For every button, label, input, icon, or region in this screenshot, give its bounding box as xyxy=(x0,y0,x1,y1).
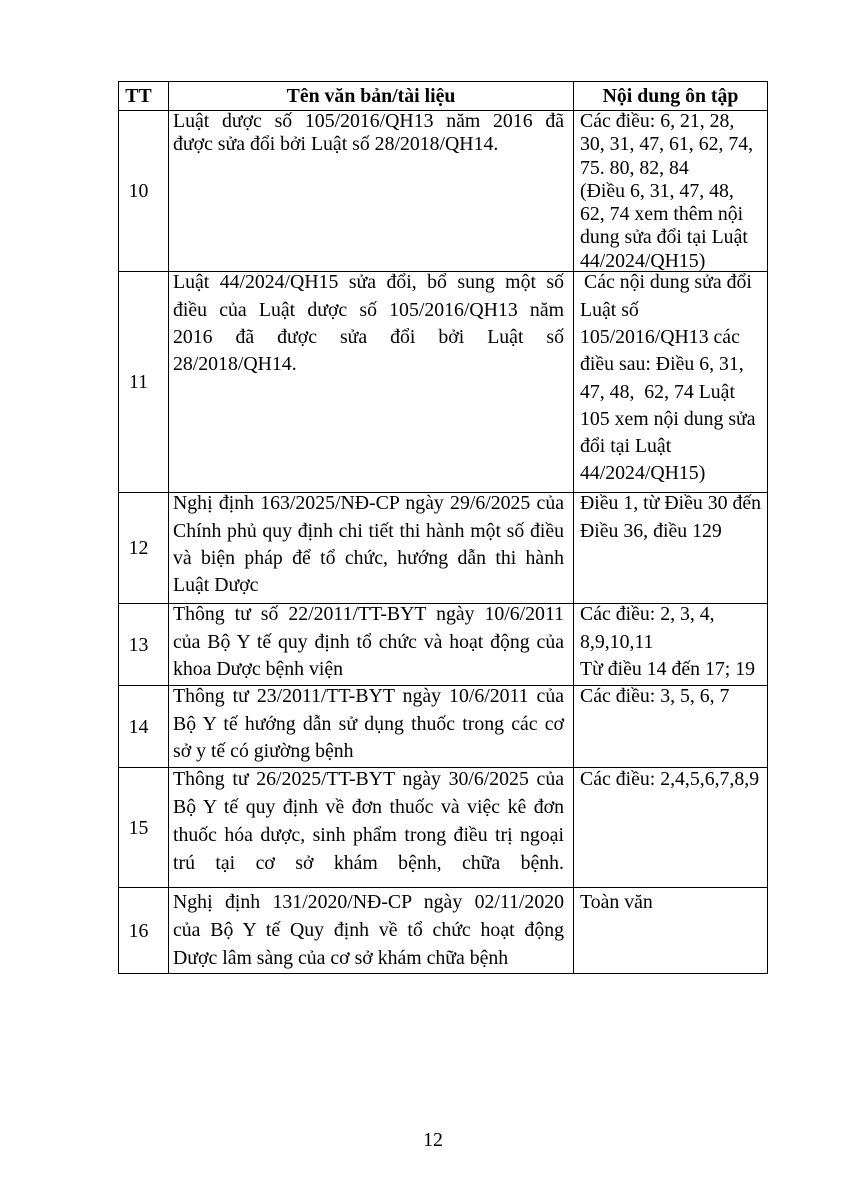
header-tt: TT xyxy=(119,82,169,111)
review-content-cell xyxy=(574,493,768,604)
review-content-line: 105 xem nội dung sửa xyxy=(580,407,756,430)
row-number: 15 xyxy=(119,768,169,888)
document-name-line: và biện pháp để tổ chức, hướng dẫn thi hành xyxy=(173,546,564,569)
review-content-cell xyxy=(574,888,768,974)
document-name-line: Bộ Y tế quy định về đơn thuốc và việc kê đơn xyxy=(173,796,564,818)
review-content-line: 44/2024/QH15) xyxy=(580,249,706,272)
review-content-line: 47, 48, 62, 74 Luật xyxy=(580,380,735,403)
document-name-line: Nghị định 131/2020/NĐ-CP ngày 02/11/2020 xyxy=(173,891,564,913)
row-number: 13 xyxy=(119,604,169,686)
document-name-line: khoa Dược bệnh viện xyxy=(173,657,344,680)
review-content-line: (Điều 6, 31, 47, 48, xyxy=(580,179,734,202)
document-name-line: của Bộ Y tế quy định tổ chức và hoạt động của xyxy=(173,630,564,653)
document-name-line: Thông tư số 22/2011/TT-BYT ngày 10/6/2011 xyxy=(173,603,564,626)
document-name-line: thuốc hóa dược, sinh phẩm trong điều trị ngoại xyxy=(173,824,564,846)
review-content-line: Các điều: 3, 5, 6, 7 xyxy=(580,685,730,708)
review-content-cell xyxy=(574,272,768,493)
review-content-line: Các điều: 2, 3, 4, xyxy=(580,603,715,626)
document-name-line: Nghị định 163/2025/NĐ-CP ngày 29/6/2025 của xyxy=(173,492,564,515)
table-header-row xyxy=(119,82,768,111)
review-content-line: Các điều: 6, 21, 28, xyxy=(580,110,735,132)
review-content-cell xyxy=(574,768,768,888)
review-content-cell xyxy=(574,604,768,686)
header-document-name: Tên văn bản/tài liệu xyxy=(169,82,574,111)
document-name-line: Luật dược số 105/2016/QH13 năm 2016 đã xyxy=(173,110,564,132)
review-content-line: Toàn văn xyxy=(580,891,653,913)
row-number: 16 xyxy=(119,888,169,974)
table-row xyxy=(119,111,768,272)
document-name-line: Dược lâm sàng của cơ sở khám chữa bệnh xyxy=(173,947,509,969)
table-row xyxy=(119,686,768,768)
document-name-line: 28/2018/QH14. xyxy=(173,353,297,376)
document-name-line: Luật 44/2024/QH15 sửa đổi, bổ sung một số xyxy=(173,271,564,294)
review-content-line: Các điều: 2,4,5,6,7,8,9 xyxy=(580,768,760,790)
document-name-cell xyxy=(169,686,574,768)
document-name-cell xyxy=(169,768,574,888)
review-content-cell xyxy=(574,111,768,272)
row-number: 11 xyxy=(119,272,169,493)
review-content-line: 75. 80, 82, 84 xyxy=(580,156,689,179)
review-content-line: đổi tại Luật xyxy=(580,435,672,458)
document-name-cell xyxy=(169,604,574,686)
table-row xyxy=(119,604,768,686)
review-content-line: dung sửa đổi tại Luật xyxy=(580,226,748,249)
document-name-line: sở y tế có giường bệnh xyxy=(173,739,354,762)
document-name-line: trú tại cơ sở khám bệnh, chữa bệnh. xyxy=(173,852,564,874)
review-content-line: Các nội dung sửa đổi xyxy=(584,271,752,294)
document-name-line: Thông tư 26/2025/TT-BYT ngày 30/6/2025 của xyxy=(173,768,564,790)
document-name-line: điều của Luật dược số 105/2016/QH13 năm xyxy=(173,298,564,321)
table-row xyxy=(119,888,768,974)
document-name-cell xyxy=(169,111,574,272)
review-content-line: 105/2016/QH13 các xyxy=(580,325,740,348)
page-number: 12 xyxy=(423,1129,443,1151)
review-table xyxy=(118,81,768,974)
review-content-line: điều sau: Điều 6, 31, xyxy=(580,353,744,376)
document-name-line: 2016 đã được sửa đổi bởi Luật số xyxy=(173,325,564,348)
document-name-line: Luật Dược xyxy=(173,574,259,597)
document-name-cell xyxy=(169,493,574,604)
review-content-line: 8,9,10,11 xyxy=(580,630,654,653)
review-content-cell xyxy=(574,686,768,768)
row-number: 14 xyxy=(119,686,169,768)
review-content-line: 44/2024/QH15) xyxy=(580,462,706,485)
review-content-line: Điều 36, điều 129 xyxy=(580,519,722,542)
document-name-line: Thông tư 23/2011/TT-BYT ngày 10/6/2011 của xyxy=(173,685,564,708)
document-name-line: Bộ Y tế hướng dẫn sử dụng thuốc trong các cơ xyxy=(173,712,564,735)
review-content-line: Từ điều 14 đến 17; 19 xyxy=(580,657,755,680)
table-row xyxy=(119,493,768,604)
table-row xyxy=(119,768,768,888)
review-content-line: 30, 31, 47, 61, 62, 74, xyxy=(580,133,754,156)
document-name-cell xyxy=(169,888,574,974)
row-number: 12 xyxy=(119,493,169,604)
table-row xyxy=(119,272,768,493)
document-name-line: được sửa đổi bởi Luật số 28/2018/QH14. xyxy=(173,133,499,156)
review-content-line: Điều 1, từ Điều 30 đến xyxy=(580,492,762,515)
row-number: 10 xyxy=(119,111,169,272)
header-review-content: Nội dung ôn tập xyxy=(574,82,768,111)
document-name-cell xyxy=(169,272,574,493)
review-content-line: 62, 74 xem thêm nội xyxy=(580,203,744,226)
document-name-line: Chính phủ quy định chi tiết thi hành một số điều xyxy=(173,519,564,542)
document-name-line: của Bộ Y tế Quy định về tổ chức hoạt động xyxy=(173,919,564,941)
review-content-line: Luật số xyxy=(580,298,639,321)
